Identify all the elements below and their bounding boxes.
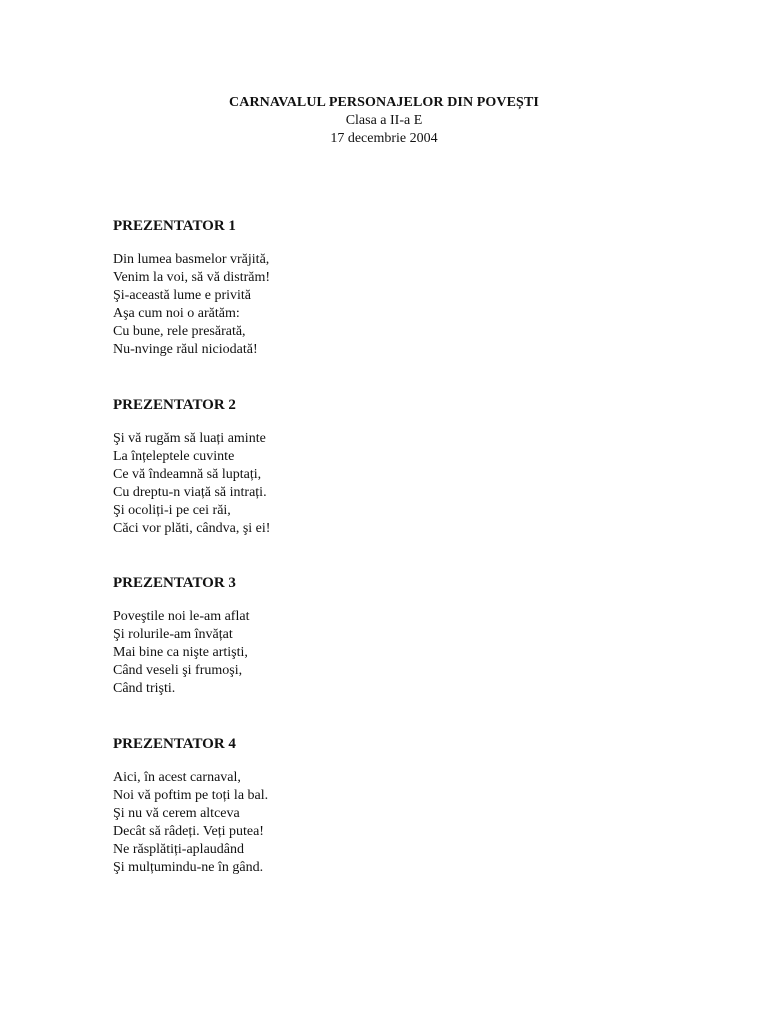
section-prezentator-1 — [113, 217, 673, 359]
verse-line: Din lumea basmelor vrăjită, — [113, 252, 270, 267]
verse-line: Când trişti. — [113, 681, 176, 696]
verse-line: Poveştile noi le-am aflat — [113, 609, 250, 624]
document-date: 17 decembrie 2004 — [330, 131, 438, 146]
verse-line: Cu dreptu-n viață să intrați. — [113, 485, 267, 500]
verse-line: Ce vă îndeamnă să luptați, — [113, 467, 262, 482]
verse-lines — [113, 430, 673, 538]
verse-line: Şi nu vă cerem altceva — [113, 806, 240, 821]
verse-line: Noi vă poftim pe toți la bal. — [113, 788, 269, 803]
document-title: CARNAVALUL PERSONAJELOR DIN POVEȘTI — [229, 95, 539, 110]
section-heading: PREZENTATOR 3 — [113, 575, 236, 591]
verse-line: Venim la voi, să vă distrăm! — [113, 270, 271, 285]
verse-line: Aşa cum noi o arătăm: — [113, 306, 240, 321]
verse-line: Şi mulțumindu-ne în gând. — [113, 860, 264, 875]
section-prezentator-4 — [113, 735, 673, 877]
section-prezentator-3 — [113, 574, 673, 698]
verse-line: Când veseli şi frumoşi, — [113, 663, 243, 678]
section-heading: PREZENTATOR 4 — [113, 736, 236, 752]
section-heading: PREZENTATOR 2 — [113, 397, 236, 413]
section-prezentator-2 — [113, 396, 673, 538]
verse-lines — [113, 608, 673, 698]
verse-line: Decât să râdeți. Veți putea! — [113, 824, 264, 839]
verse-line: Şi ocoliți-i pe cei răi, — [113, 503, 231, 518]
verse-lines — [113, 769, 673, 877]
section-heading: PREZENTATOR 1 — [113, 218, 236, 234]
verse-line: Şi rolurile-am învățat — [113, 627, 233, 642]
document-header — [0, 94, 768, 148]
verse-lines — [113, 251, 673, 359]
verse-line: Şi vă rugăm să luați aminte — [113, 431, 266, 446]
verse-line: Ne răsplătiți-aplaudând — [113, 842, 245, 857]
verse-line: Nu-nvinge răul niciodată! — [113, 342, 258, 357]
verse-line: La înțeleptele cuvinte — [113, 449, 235, 464]
verse-line: Şi-această lume e privită — [113, 288, 251, 303]
class-name: Clasa a II-a E — [345, 113, 423, 128]
verse-line: Căci vor plăti, cândva, şi ei! — [113, 521, 271, 536]
verse-line: Cu bune, rele presărată, — [113, 324, 246, 339]
verse-line: Mai bine ca nişte artişti, — [113, 645, 248, 660]
verse-line: Aici, în acest carnaval, — [113, 770, 241, 785]
